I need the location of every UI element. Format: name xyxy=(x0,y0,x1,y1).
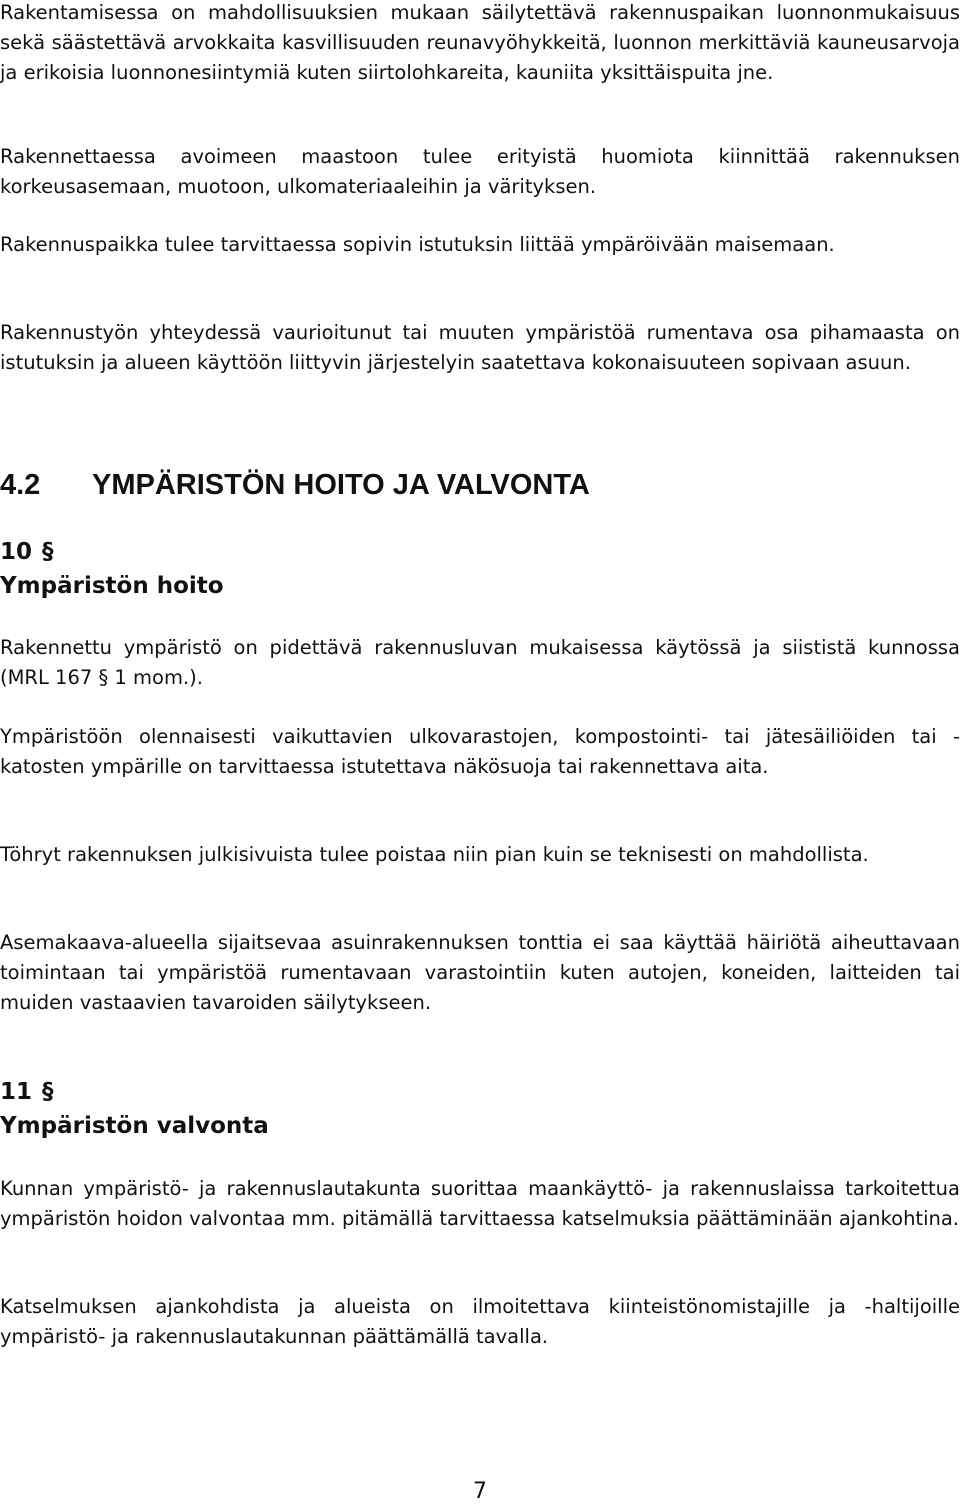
paragraph-supervision: Kunnan ympäristö- ja rakennuslautakunta suorittaa maankäyttö- ja rakennuslaissa tarkoitettua ympäristön hoidon valvontaa mm. pitämällä tarvittaessa katselmuksia päättäminään ajankohtina. xyxy=(0,1177,960,1230)
section-number: 10 xyxy=(0,539,33,565)
section-number: 11 xyxy=(0,1079,33,1105)
page-number: 7 xyxy=(473,1479,487,1504)
section-symbol: § xyxy=(42,1079,54,1105)
paragraph-damaged-yard: Rakennustyön yhteydessä vaurioitunut tai muuten ympäristöä rumentava osa pihamaasta on istutuksin ja alueen käyttöön liittyvin järjestelyin saatettava kokonaisuuteen sopivaan asuun. xyxy=(0,321,960,374)
section-symbol: § xyxy=(42,539,54,565)
section-11-title: Ympäristön valvonta xyxy=(0,1113,269,1139)
chapter-title: YMPÄRISTÖN HOITO JA VALVONTA xyxy=(92,469,590,501)
chapter-number: 4.2 xyxy=(0,469,41,501)
paragraph-inspection-notice: Katselmuksen ajankohdista ja alueista on ilmoitettava kiinteistönomistajille ja -haltijoille ympäristö- ja rakennuslautakunnan päättämällä tavalla. xyxy=(0,1295,960,1348)
paragraph-open-terrain: Rakennettaessa avoimeen maastoon tulee erityistä huomiota kiinnittää rakennuksen korkeusasemaan, muotoon, ulkomateriaaleihin ja värityksen. xyxy=(0,145,960,198)
chapter-heading xyxy=(0,468,590,502)
paragraph-storage-screening: Ympäristöön olennaisesti vaikuttavien ulkovarastojen, kompostointi- tai jätesäiliöiden tai -katosten ympärille on tarvittaessa istutettava näkösuoja tai rakennettava aita. xyxy=(0,725,960,778)
paragraph-conservation: Rakentamisessa on mahdollisuuksien mukaan säilytettävä rakennuspaikan luonnonmukaisuus sekä säästettävä arvokkaita kasvillisuuden reunavyöhykkeitä, luonnon merkittäviä kauneusarvoja ja erikoisia luonnonesiintymiä kuten siirtolohkareita, kauniita yksittäispuita jne. xyxy=(0,1,960,84)
paragraph-planting: Rakennuspaikka tulee tarvittaessa sopivin istutuksin liittää ympäröivään maisemaan. xyxy=(0,233,835,256)
section-10-number xyxy=(0,538,54,566)
section-11-number xyxy=(0,1078,54,1106)
paragraph-maintenance: Rakennettu ympäristö on pidettävä rakennusluvan mukaisessa käytössä ja siististä kunnossa (MRL 167 § 1 mom.). xyxy=(0,636,960,689)
section-10-title: Ympäristön hoito xyxy=(0,573,224,599)
paragraph-residential-plot: Asemakaava-alueella sijaitsevaa asuinrakennuksen tonttia ei saa käyttää häiriötä aiheuttavaan toimintaan tai ympäristöä rumentavaan varastointiin kuten autojen, koneiden, laitteiden tai muiden vastaavien tavaroiden säilytykseen. xyxy=(0,931,960,1014)
paragraph-graffiti: Töhryt rakennuksen julkisivuista tulee poistaa niin pian kuin se teknisesti on mahdollista. xyxy=(0,843,869,866)
